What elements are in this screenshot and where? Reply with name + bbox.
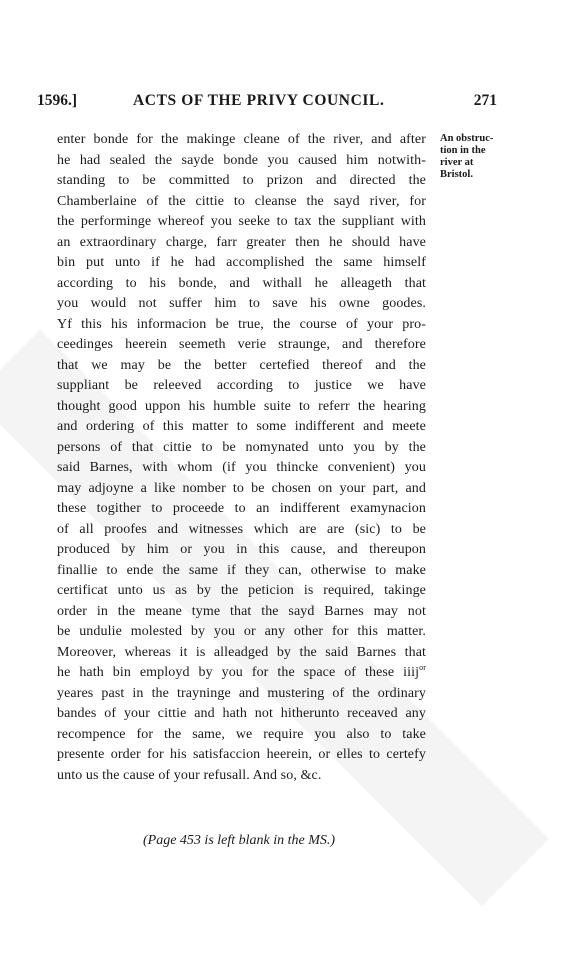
text-line: an extraordinary charge, farr greater then he should have xyxy=(57,234,426,250)
text-line: bin put unto if he had accomplished the same himself xyxy=(57,255,426,270)
text-line: that we may be the better certefied thereof and the xyxy=(57,357,426,373)
text-line: Yf this his informacion be true, the course of your pro- xyxy=(57,316,426,332)
text-line: bandes of your cittie and hath not hitherunto receaved any xyxy=(57,706,426,721)
text-line: said Barnes, with whom (if you thincke convenient) you xyxy=(57,460,426,475)
text-line-with-superscript xyxy=(57,663,426,684)
page-number: 271 xyxy=(473,92,497,109)
text-line: standing to be committed to prizon and directed the xyxy=(57,173,426,188)
marginal-note-line: An obstruc- xyxy=(440,133,494,144)
text-line: be undulie molested by you or any other for this matter. xyxy=(57,624,426,639)
text-line: the performinge whereof you seeke to tax the suppliant with xyxy=(57,214,426,229)
superscript-or: or xyxy=(419,663,426,672)
marginal-note-line: river at xyxy=(440,157,474,168)
text-line: finallie to ende the same if they can, otherwise to make xyxy=(57,562,426,578)
text-line: he had sealed the sayde bonde you caused him notwith- xyxy=(57,152,426,168)
text-line: suppliant be releeved according to justice we have xyxy=(57,378,426,393)
text-line: certificat unto us as by the peticion is required, takinge xyxy=(57,583,426,598)
text-line: Chamberlaine of the cittie to cleanse the sayd river, for xyxy=(57,193,426,209)
text-line-main: he hath bin employd by you for the space of these iiij xyxy=(57,665,420,680)
header-title: ACTS OF THE PRIVY COUNCIL. xyxy=(133,92,385,109)
marginal-note-line: tion in the xyxy=(440,145,486,156)
text-line: these togither to proceede to an indifferent examynacion xyxy=(57,501,426,516)
text-line: yeares past in the trayninge and mustering of the ordinary xyxy=(57,685,426,701)
marginal-note-line: Bristol. xyxy=(440,169,473,180)
text-line: recompence for the same, we require you also to take xyxy=(57,726,426,742)
text-line: persons of that cittie to be nomynated unto you by the xyxy=(57,439,426,455)
text-line: ceedinges heerein seemeth verie straunge, and therefore xyxy=(57,337,426,352)
header-year: 1596.] xyxy=(37,92,78,109)
text-line: and ordering of this matter to some indifferent and meete xyxy=(57,419,426,434)
body-text xyxy=(57,130,426,786)
text-line: presente order for his satisfaccion heerein, or elles to certefy xyxy=(57,747,426,762)
text-line: you would not suffer him to save his owne goodes. xyxy=(57,296,426,311)
marginal-note xyxy=(440,133,530,181)
text-line: produced by him or you in this cause, and thereupon xyxy=(57,542,426,557)
footer-note: (Page 453 is left blank in the MS.) xyxy=(143,833,336,848)
text-line: thought good uppon his humble suite to referr the hearing xyxy=(57,398,426,414)
text-line: may adjoyne a like nomber to be chosen on your part, and xyxy=(57,480,426,496)
text-line: according to his bonde, and withall he alleageth that xyxy=(57,275,426,291)
text-line: order in the meane tyme that the sayd Barnes may not xyxy=(57,603,426,619)
text-line: unto us the cause of your refusall. And so, &c. xyxy=(57,767,322,783)
running-header xyxy=(37,92,497,114)
text-line: of all proofes and witnesses which are are (sic) to be xyxy=(57,521,426,537)
text-line: Moreover, whereas it is alleadged by the said Barnes that xyxy=(57,644,426,660)
text-line: enter bonde for the makinge cleane of the river, and after xyxy=(57,132,426,147)
